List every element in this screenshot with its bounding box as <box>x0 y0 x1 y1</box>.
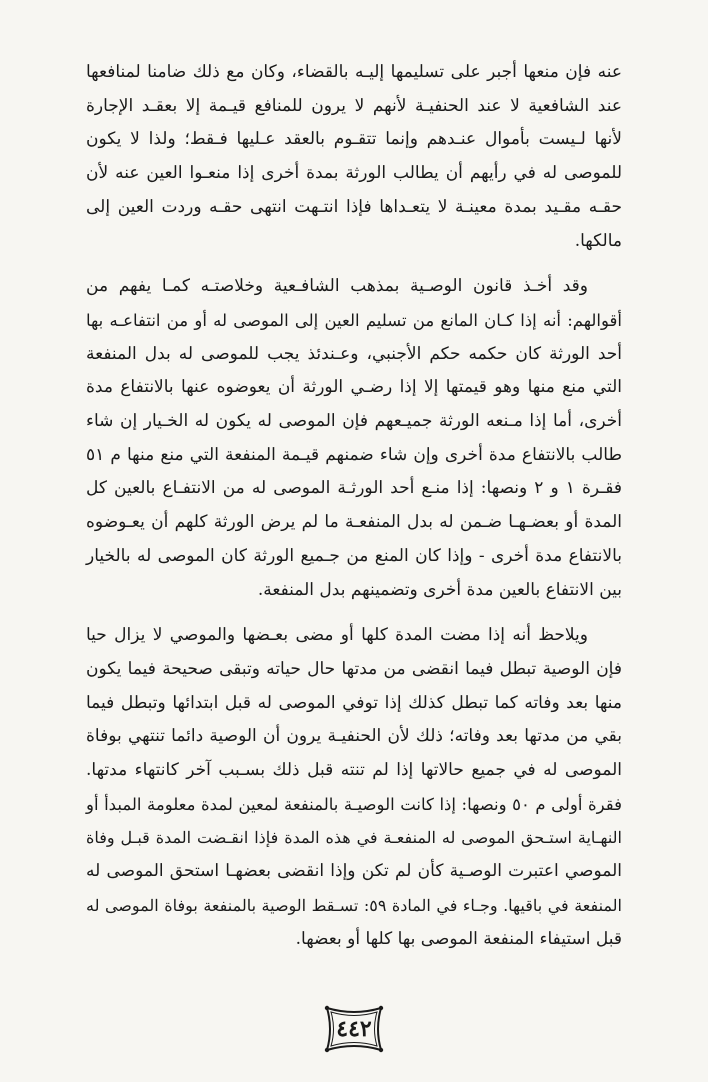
text-line: أقوالهم: أنه إذا كـان المانع من تسليم العين إلى الموصى له أو من انتفاعـه بها <box>86 310 622 330</box>
text-line: أحد الورثة كان حكمه حكم الأجنبي، وعـندئذ يجب للموصى له بدل المنفعة <box>86 343 622 364</box>
text-line: لأنها لـيست بأموال عنـدهم وإنما تتقـوم بالعقد عـليها فـقط؛ ولذا لا يكون <box>86 129 622 150</box>
text-line: طالب بالانتفاع مدة أخرى وإن شاء ضمنهم قيـمة المنفعة التي منع منها م ٥١ <box>86 444 622 465</box>
text-line: للموصى له في رأيهم أن يطالب الورثة بمدة أخرى إذا منعـوا العين عنه لأن <box>86 163 622 184</box>
text-line: قبل استيفاء المنفعة الموصى بها كلها أو بعضها. <box>295 928 622 949</box>
text-line: التي منع منها وهو قيمتها إلا إذا رضـي الورثة أن يعوضوه عنها بالانتفاع مدة <box>86 377 622 398</box>
text-line: عند الشافعية لا عند الحنفيـة لأنهم لا يرون للمنافع قيـمة إلا بعقـد الإجارة <box>86 95 622 116</box>
paragraph-1 <box>86 56 622 258</box>
text-line: منها بعد وفاته كما تبطل كذلك إذا توفي الموصى له قبل ابتدائها وتبطل فيما <box>86 692 622 713</box>
text-line: ويلاحظ أنه إذا مضت المدة كلها أو مضى بعـضها والموصي لا يزال حيا <box>86 625 588 646</box>
text-line: بين الانتفاع بالعين مدة أخرى وتضمينهم بدل المنفعة. <box>257 579 622 600</box>
text-line: بالانتفاع مدة أخرى - وإذا كان المنع من جـميع الورثة كان الموصى له بالخيار <box>86 545 622 566</box>
paragraph-2 <box>86 270 622 607</box>
text-line: وقد أخـذ قانون الوصـية بمذهب الشافـعية وخلاصتـه كمـا يفهم من <box>86 276 588 297</box>
text-line: فإن الوصية تبطل فيما انقضى من مدتها حال حياته وتبقى صحيحة فيما يكون <box>86 658 622 679</box>
page-number-frame <box>317 1002 391 1056</box>
text-line: الموصي اعتبرت الوصـية كأن لم تكن وإذا انقضى بعضهـا استحق الموصى له <box>86 861 622 882</box>
text-line: حقـه مقـيد بمدة معينـة لا يتعـداها فإذا انتـهت انتهى حقـه وردت العين إلى <box>86 196 622 217</box>
page-number: ٤٤٢ <box>336 1016 372 1042</box>
text-line: فقـرة ١ و ٢ ونصها: إذا منـع أحد الورثـة الموصى له من الانتفـاع بالعين كل <box>86 478 622 499</box>
text-line: مالكها. <box>574 230 622 251</box>
text-line: فقرة أولى م ٥٠ ونصها: إذا كانت الوصيـة بالمنفعة لمعين لمدة معلومة المبدأ أو <box>86 794 622 814</box>
paragraph-3 <box>86 619 622 956</box>
text-line: أخرى، أما إذا مـنعه الورثة جميـعهم فإن الموصى له يكون له الخـيار إن شاء <box>86 411 622 432</box>
text-line: النهـاية استـحق الموصى له المنفعـة في هذه المدة فإذا انقـضت المدة قبـل وفاة <box>86 828 622 848</box>
text-line: المدة أو بعضـهـا ضـمن له بدل المنفعـة ما لم يرض الورثة كلهم أن يعـوضوه <box>86 512 622 533</box>
text-line: الموصى له في جميع حالاتها إذا لم تنته قبل ذلك بسـبب آخر كانتهاء مدتها. <box>86 760 622 781</box>
text-line: المنفعة في باقيها. وجـاء في المادة ٥٩: تسـقط الوصية بالمنفعة بوفاة الموصى له <box>86 895 622 915</box>
text-line: بقي من مدتها بعد وفاته؛ ذلك لأن الحنفيـة يرون أن الوصية دائما تنتهي بوفاة <box>86 726 622 747</box>
text-line: عنه فإن منعها أجبر على تسليمها إليـه بالقضاء، وكان مع ذلك ضامنا لمنافعها <box>86 62 622 82</box>
